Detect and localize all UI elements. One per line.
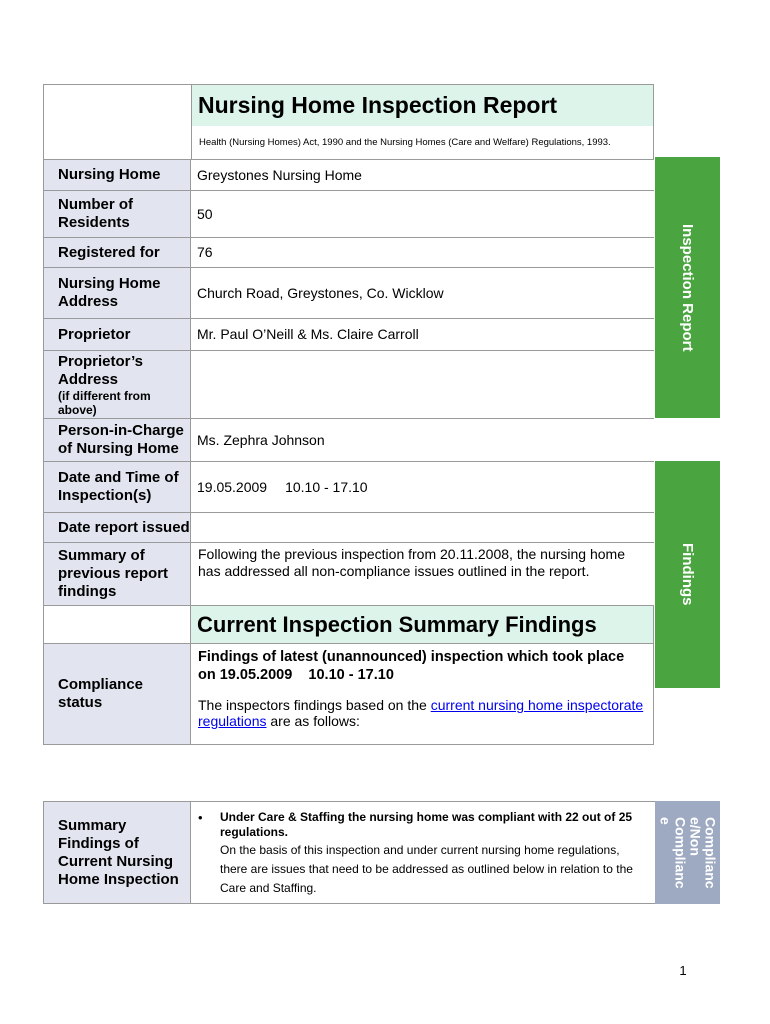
- proprietor-address-label: Proprietor’s Address (if different from above): [44, 351, 191, 418]
- current-heading-cell: [191, 606, 654, 643]
- compliance-tab: Complianc e/Non Complianc e: [655, 801, 720, 904]
- header-subtitle-cell: [191, 126, 654, 160]
- findings-tab: Findings: [655, 461, 720, 688]
- compliance-status-label: Compliance status: [44, 644, 191, 744]
- address-value: Church Road, Greystones, Co. Wicklow: [197, 284, 444, 301]
- address-label: Nursing Home Address: [44, 268, 191, 318]
- regulations-link[interactable]: current nursing home inspectorate regulations: [198, 697, 644, 729]
- person-in-charge-value: Ms. Zephra Johnson: [197, 431, 325, 448]
- summary-current-label: Summary Findings of Current Nursing Home Inspection: [43, 801, 191, 904]
- person-in-charge-label: Person-in-Charge of Nursing Home: [44, 419, 191, 461]
- inspection-report-tab: Inspection Report: [655, 157, 720, 418]
- date-time-label: Date and Time of Inspection(s): [44, 462, 191, 512]
- proprietor-value: Mr. Paul O’Neill & Ms. Claire Carroll: [197, 326, 419, 342]
- bullet-bold-text: Under Care & Staffing the nursing home was compliant with 22 out of 25 regulations.: [220, 810, 633, 839]
- summary-previous-label: Summary of previous report findings: [44, 543, 191, 605]
- nursing-home-label: Nursing Home: [44, 160, 191, 190]
- summary-previous-value: Following the previous inspection from 20.11.2008, the nursing home has addressed all non-compliance issues outlined in the report.: [198, 546, 625, 579]
- compliance-findings-cell: [191, 644, 654, 744]
- findings-heading: Findings of latest (unannounced) inspection which took place on 19.05.2009 10.10 - 17.10: [198, 649, 629, 683]
- registered-label: Registered for: [44, 238, 191, 267]
- proprietor-address-value: [191, 351, 654, 418]
- registered-value: 76: [197, 244, 213, 260]
- bullet-icon: •: [198, 810, 203, 825]
- findings-text: The inspectors findings based on the current nursing home inspectorate regulations are as follows:: [198, 697, 644, 729]
- current-left-blank: [43, 606, 191, 643]
- date-issued-label: Date report issued: [44, 513, 191, 542]
- header-left-cell: [43, 84, 191, 160]
- header-title-cell: [191, 84, 654, 126]
- bullet-body-text: On the basis of this inspection and under current nursing home regulations, there are issues that need to be addressed as outlined below in relation to the Care and Staffing.: [220, 843, 633, 895]
- page-title: Nursing Home Inspection Report: [198, 92, 558, 118]
- date-time-value: 19.05.2009 10.10 - 17.10: [197, 478, 368, 495]
- residents-value: 50: [197, 205, 213, 222]
- page-number: 1: [679, 963, 687, 978]
- nursing-home-value: Greystones Nursing Home: [197, 166, 362, 183]
- date-issued-value: [191, 513, 654, 542]
- residents-label: Number of Residents: [44, 191, 191, 237]
- page-subtitle: Health (Nursing Homes) Act, 1990 and the Nursing Homes (Care and Welfare) Regulations, 1993.: [199, 137, 611, 148]
- proprietor-label: Proprietor: [44, 319, 191, 350]
- current-heading: Current Inspection Summary Findings: [197, 611, 597, 637]
- summary-current-content: [191, 801, 655, 904]
